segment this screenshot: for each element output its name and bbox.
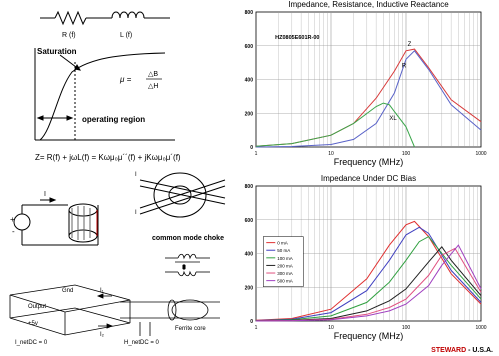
part-number-annotation: HZ0805E601R-00 [275, 35, 320, 41]
mu-formula-num: △B [148, 71, 159, 78]
dc-bias-chart-svg [236, 174, 499, 344]
pcb-ferrite-label: Ferrite core [175, 326, 206, 332]
pcb-5v: +5v [28, 321, 38, 327]
y-tick-label: 200 [244, 111, 253, 118]
x-tick-label: 10 [328, 151, 334, 157]
y-tick-label: 400 [244, 251, 253, 258]
y-tick-label: 800 [244, 184, 253, 190]
x-tick-label: 1000 [475, 151, 487, 157]
y-tick-label: 200 [244, 285, 253, 292]
y-tick-label: 800 [244, 10, 253, 16]
choke-label: common mode choke [152, 235, 224, 242]
choke-i-top: I [135, 172, 137, 178]
l-label: L (f) [120, 32, 133, 39]
choke-symbol [165, 254, 210, 276]
pcb-output: Output [28, 304, 47, 310]
x-axis-label: Frequency (MHz) [333, 331, 404, 341]
series-label-xl: XL [389, 116, 397, 122]
y-tick-label: 400 [244, 77, 253, 84]
footer-rest: - U.S.A. [466, 347, 493, 354]
rl-series-circuit [40, 12, 170, 24]
series-label-r: R [401, 63, 407, 70]
x-tick-label: 1 [254, 151, 258, 157]
series-label-z: Z [407, 41, 412, 48]
bh-curve [35, 48, 175, 140]
impedance-chart [236, 0, 499, 168]
impedance-formula: Z= R(f) + jωL(f) = Kωμ₀μ´´(f) + jKωμ₀μ´(f) [35, 153, 181, 162]
footer-brand: STEWARD [431, 347, 467, 354]
impedance-chart-svg [236, 0, 499, 168]
legend-label: 0 mA [277, 240, 288, 246]
legend-label: 100 mA [277, 255, 293, 261]
x-tick-label: 1 [254, 325, 258, 331]
operating-region-label: operating region [82, 115, 146, 124]
x-tick-label: 10 [328, 325, 334, 331]
pcb-gnd: Gnd [62, 288, 74, 294]
footer-credit [431, 347, 493, 354]
source-coil-circuit [14, 198, 98, 245]
circuit2-i-label: I [44, 191, 46, 198]
legend-label: 200 mA [277, 263, 293, 269]
circuit2-plus: + [10, 215, 15, 224]
r-label: R (f) [62, 32, 76, 39]
mu-formula-lhs: μ = [120, 75, 132, 84]
saturation-label: Saturation [37, 47, 77, 56]
x-tick-label: 100 [401, 325, 411, 331]
legend-label: 300 mA [277, 271, 293, 277]
pcb-inet: I_netDC = 0 [15, 340, 48, 346]
pcb-hnet: H_netDC = 0 [124, 340, 159, 346]
y-tick-label: 600 [244, 217, 253, 224]
legend-label: 500 mA [277, 278, 293, 284]
x-tick-label: 100 [401, 151, 411, 157]
x-tick-label: 1000 [475, 325, 487, 331]
toroid-choke [140, 173, 225, 217]
y-tick-label: 0 [250, 319, 253, 325]
circuit2-minus: - [12, 227, 15, 236]
pcb-i2: I₂ [100, 332, 104, 338]
choke-i-bottom: I [135, 210, 137, 216]
pcb-i1: I₁ [100, 288, 104, 294]
x-axis-label: Frequency (MHz) [333, 157, 404, 167]
dc-bias-chart [236, 174, 499, 344]
y-tick-label: 600 [244, 43, 253, 50]
chart-title: Impedance, Resistance, Inductive Reactance [288, 0, 449, 9]
legend-label: 50 mA [277, 248, 291, 254]
mu-formula-den: △H [148, 83, 159, 90]
chart-title: Impedance Under DC Bias [320, 174, 417, 183]
y-tick-label: 0 [250, 145, 253, 151]
